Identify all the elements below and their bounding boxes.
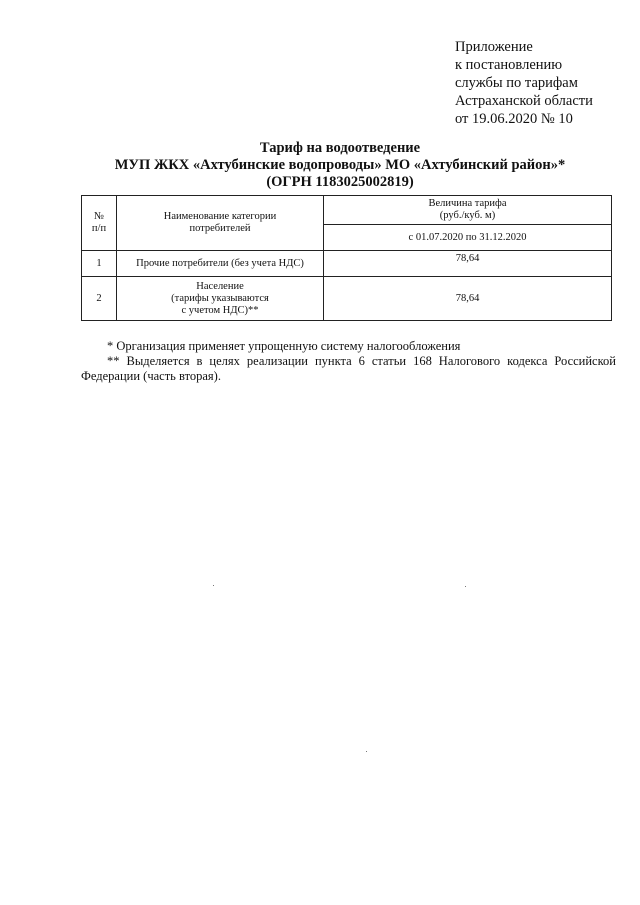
title-line-1: Тариф на водоотведение <box>259 140 421 156</box>
header-category-cell <box>117 196 324 251</box>
title-line-2: МУП ЖКХ «Ахтубинские водопроводы» МО «Ахтубинский район»* <box>114 157 566 173</box>
scan-speck <box>213 585 214 586</box>
appendix-line: к постановлению <box>455 57 563 73</box>
table-header-row <box>82 196 612 225</box>
header-value-line-2: (руб./куб. м) <box>439 210 496 221</box>
header-num-line-2: п/п <box>91 223 107 234</box>
title-line-3: (ОГРН 1183025002819) <box>266 174 414 190</box>
row-category-cell: Прочие потребители (без учета НДС) <box>117 251 324 277</box>
appendix-block <box>455 38 593 128</box>
header-num-cell <box>82 196 117 251</box>
table-row <box>82 277 612 321</box>
row-category-line: Население <box>196 280 244 292</box>
scan-speck <box>465 586 466 587</box>
row-category-cell <box>117 277 324 321</box>
row-num-cell: 2 <box>82 277 117 321</box>
footnote-1: * Организация применяет упрощенную систему налогообложения <box>107 339 461 353</box>
appendix-line: от 19.06.2020 № 10 <box>455 111 573 127</box>
appendix-line: Приложение <box>455 39 533 55</box>
header-category-line-2: потребителей <box>189 223 251 234</box>
header-period-cell: с 01.07.2020 по 31.12.2020 <box>324 225 612 251</box>
row-category-line: (тарифы указываются <box>171 292 269 304</box>
appendix-line: службы по тарифам <box>455 75 578 91</box>
row-category-line: с учетом НДС)** <box>181 304 259 316</box>
row-num-cell: 1 <box>82 251 117 277</box>
document-title <box>60 140 620 191</box>
header-value-cell <box>324 196 612 225</box>
scan-speck <box>366 751 367 752</box>
table-row <box>82 251 612 277</box>
tariff-table <box>81 195 612 321</box>
header-category-line-1: Наименование категории <box>163 211 277 222</box>
row-value-cell: 78,64 <box>324 251 612 277</box>
header-num-line-1: № <box>93 211 105 222</box>
row-value-cell: 78,64 <box>324 277 612 321</box>
footnote-2: ** Выделяется в целях реализации пункта 6 статьи 168 Налогового кодекса Российской Федерации (часть вторая). <box>81 354 616 383</box>
footnotes <box>81 339 616 384</box>
appendix-line: Астраханской области <box>455 93 593 109</box>
header-value-line-1: Величина тарифа <box>428 198 507 209</box>
